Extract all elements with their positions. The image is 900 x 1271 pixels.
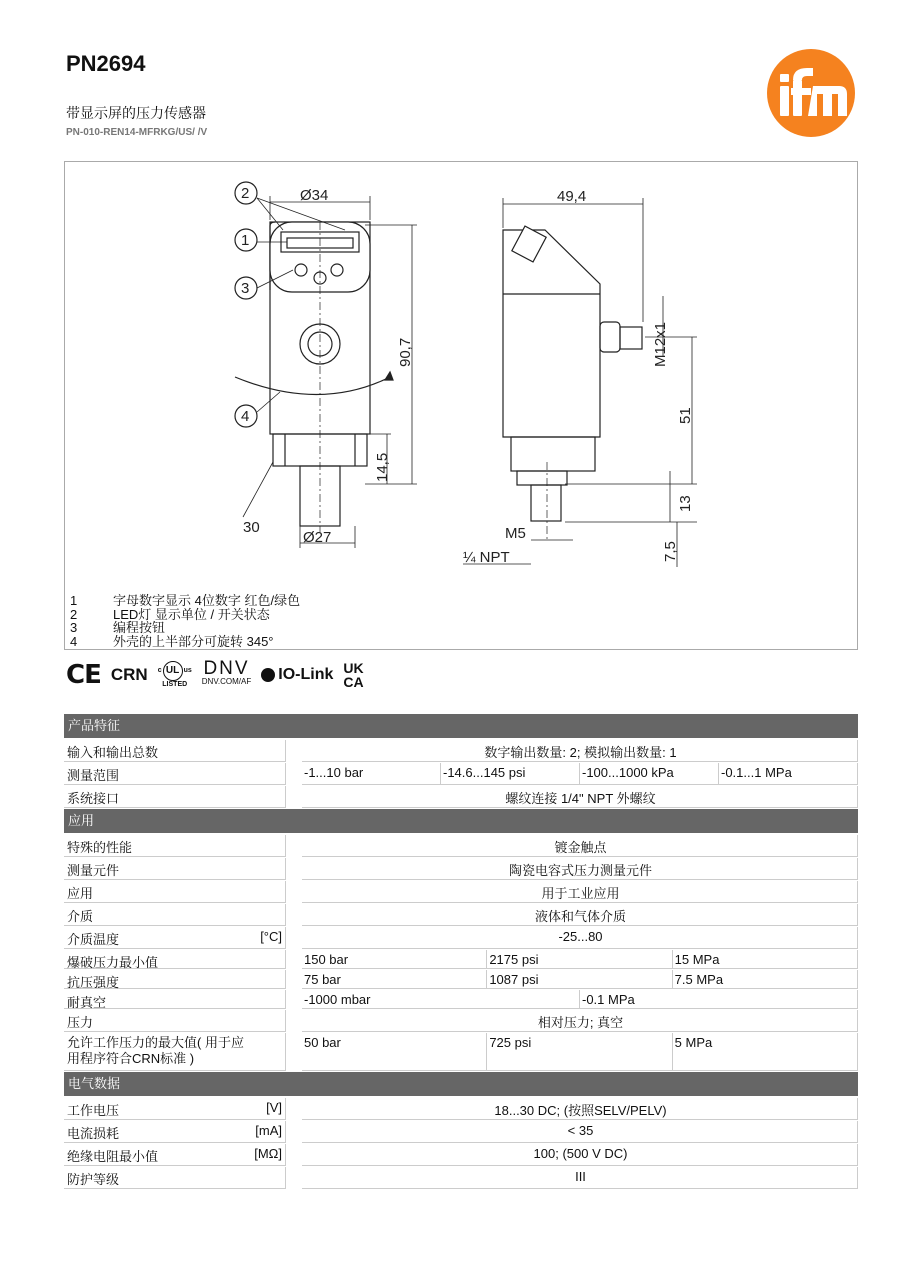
spec-row — [64, 1098, 858, 1120]
legend-num: 3 — [70, 620, 78, 635]
spec-value: 50 bar — [302, 1033, 487, 1071]
section-header: 应用 — [64, 809, 858, 833]
dim-7-5: 7,5 — [662, 541, 679, 562]
spec-value: < 35 — [302, 1121, 858, 1143]
callout-1: 1 — [241, 232, 250, 249]
spec-label-cell — [64, 1098, 286, 1120]
dim-hex-height: 14,5 — [374, 452, 391, 482]
dim-npt: ¼ NPT — [463, 549, 510, 566]
spec-label-cell — [64, 970, 286, 989]
product-title: PN2694 — [66, 51, 146, 76]
spec-value: -0.1 MPa — [580, 990, 858, 1009]
spec-value: 陶瓷电容式压力测量元件 — [302, 858, 858, 880]
dim-wrench: 30 — [243, 519, 260, 536]
spec-label-cell — [64, 858, 286, 880]
dim-m5: M5 — [505, 525, 526, 542]
ifm-logo — [766, 48, 856, 138]
legend-text: 字母数字显示 4位数字 红色/绿色 — [113, 593, 301, 608]
callout-4: 4 — [241, 408, 250, 425]
dim-dia-bottom: Ø27 — [303, 529, 332, 546]
spec-value: 150 bar — [302, 950, 487, 969]
iolink-mark — [261, 666, 333, 684]
spec-label-cell — [64, 1033, 286, 1071]
drawing-legend — [70, 594, 300, 648]
dnv-mark — [201, 658, 252, 688]
spec-value: 7.5 MPa — [673, 970, 858, 989]
ul-listed: LISTED — [162, 681, 188, 688]
spec-row — [64, 1121, 858, 1143]
spec-row — [64, 927, 858, 949]
spec-row — [64, 763, 858, 785]
spec-unit: [MΩ] — [254, 1146, 282, 1161]
spec-label-cell — [64, 927, 286, 949]
spec-value: 5 MPa — [673, 1033, 858, 1071]
spec-label-cell — [64, 786, 286, 808]
legend-num: 4 — [70, 633, 78, 649]
spec-value: 镀金触点 — [302, 835, 858, 857]
callout-3: 3 — [241, 280, 250, 297]
spec-value: 75 bar — [302, 970, 487, 989]
spec-label: 特殊的性能 — [67, 840, 133, 855]
legend-num: 2 — [70, 606, 78, 622]
spec-value: 用于工业应用 — [302, 881, 858, 903]
spec-value: -25...80 — [302, 927, 858, 949]
section-header: 产品特征 — [64, 714, 858, 738]
dim-height: 90,7 — [397, 337, 414, 367]
spec-value: -1000 mbar — [302, 990, 580, 1009]
spec-label: 工作电压 — [67, 1103, 120, 1118]
legend-item — [70, 621, 300, 635]
ukca-mark — [343, 661, 363, 689]
spec-row — [64, 950, 858, 969]
spec-value: -0.1...1 MPa — [719, 763, 858, 785]
legend-text: 外壳的上半部分可旋转 345° — [113, 633, 274, 649]
spec-value: -1...10 bar — [302, 763, 441, 785]
dim-dia-top: Ø34 — [300, 187, 329, 204]
spec-row — [64, 786, 858, 808]
spec-label-cell — [64, 1144, 286, 1166]
iolink-icon — [261, 668, 275, 682]
spec-row — [64, 990, 858, 1009]
ul-listed-mark — [158, 661, 192, 689]
spec-label-cell — [64, 763, 286, 785]
iolink-text: IO-Link — [278, 666, 334, 683]
spec-value: 2175 psi — [487, 950, 672, 969]
spec-value: 相对压力; 真空 — [302, 1010, 858, 1032]
spec-row — [64, 904, 858, 926]
spec-label: 介质温度 — [67, 932, 120, 947]
legend-item — [70, 608, 300, 622]
legend-num: 1 — [70, 593, 78, 608]
spec-row — [64, 835, 858, 857]
spec-label: 抗压强度 — [67, 975, 120, 990]
spec-value: 液体和气体介质 — [302, 904, 858, 926]
spec-label: 防护等级 — [67, 1172, 120, 1187]
spec-label: 绝缘电阻最小值 — [67, 1149, 159, 1164]
dimension-drawing — [64, 161, 858, 650]
spec-value: 18...30 DC; (按照SELV/PELV) — [302, 1098, 858, 1120]
spec-label-cell — [64, 1010, 286, 1032]
spec-row — [64, 740, 858, 762]
spec-label-cell — [64, 835, 286, 857]
spec-label: 输入和输出总数 — [67, 745, 159, 760]
section-header: 电气数据 — [64, 1072, 858, 1096]
dim-51: 51 — [677, 407, 694, 424]
spec-label-cell — [64, 990, 286, 1009]
spec-row — [64, 858, 858, 880]
spec-unit: [°C] — [260, 929, 282, 944]
spec-label-cell — [64, 740, 286, 762]
ul-us: us — [183, 667, 192, 674]
spec-unit: [V] — [266, 1100, 282, 1115]
ul-c: c — [157, 667, 162, 674]
spec-label: 介质 — [67, 909, 94, 924]
spec-row — [64, 1167, 858, 1189]
certification-logos — [66, 655, 364, 695]
spec-label-cell — [64, 950, 286, 969]
legend-item — [70, 635, 300, 649]
spec-value: 100; (500 V DC) — [302, 1144, 858, 1166]
spec-row — [64, 881, 858, 903]
spec-row — [64, 970, 858, 989]
spec-label: 耐真空 — [67, 995, 107, 1010]
dnv-text: DNV — [203, 658, 250, 679]
spec-label-cell — [64, 881, 286, 903]
legend-text: LED灯 显示单位 / 开关状态 — [113, 606, 270, 622]
spec-label-cell — [64, 904, 286, 926]
spec-label: 测量元件 — [67, 863, 120, 878]
dim-connector: M12x1 — [652, 321, 669, 367]
spec-row — [64, 1144, 858, 1166]
spec-value: 螺纹连接 1/4" NPT 外螺纹 — [302, 786, 858, 808]
spec-value: -14.6...145 psi — [441, 763, 580, 785]
ukca-line-1: UK — [343, 660, 364, 676]
spec-value: -100...1000 kPa — [580, 763, 719, 785]
spec-label: 电流损耗 — [67, 1126, 120, 1141]
spec-label: 系统接口 — [67, 791, 120, 806]
spec-value: 1087 psi — [487, 970, 672, 989]
dnv-url: DNV.COM/AF — [201, 677, 252, 686]
spec-value: III — [302, 1167, 858, 1189]
spec-label-cell — [64, 1167, 286, 1189]
spec-value: 725 psi — [487, 1033, 672, 1071]
product-subtitle: 带显示屏的压力传感器 — [66, 105, 206, 121]
spec-label: 测量范围 — [67, 768, 120, 783]
legend-item — [70, 594, 300, 608]
spec-value: 15 MPa — [673, 950, 858, 969]
spec-row — [64, 1033, 858, 1071]
dim-13: 13 — [677, 495, 694, 512]
spec-table — [64, 714, 858, 1190]
crn-mark: CRN — [110, 665, 148, 684]
ce-mark: CE — [66, 660, 101, 690]
legend-text: 编程按钮 — [113, 620, 166, 635]
spec-label: 允许工作压力的最大值( 用于应用程序符合CRN标准 ) — [67, 1035, 244, 1066]
product-code: PN-010-REN14-MFRKG/US/ /V — [66, 127, 208, 138]
spec-label: 应用 — [67, 886, 94, 901]
spec-label: 爆破压力最小值 — [67, 955, 159, 970]
spec-value: 数字输出数量: 2; 模拟输出数量: 1 — [302, 740, 858, 762]
spec-label: 压力 — [67, 1015, 94, 1030]
spec-unit: [mA] — [255, 1123, 282, 1138]
spec-row — [64, 1010, 858, 1032]
spec-label-cell — [64, 1121, 286, 1143]
ukca-line-2: CA — [343, 674, 364, 690]
callout-2: 2 — [241, 185, 250, 202]
ul-circle: UL — [163, 661, 183, 681]
dim-width: 49,4 — [557, 188, 587, 205]
technical-drawing — [65, 162, 859, 592]
